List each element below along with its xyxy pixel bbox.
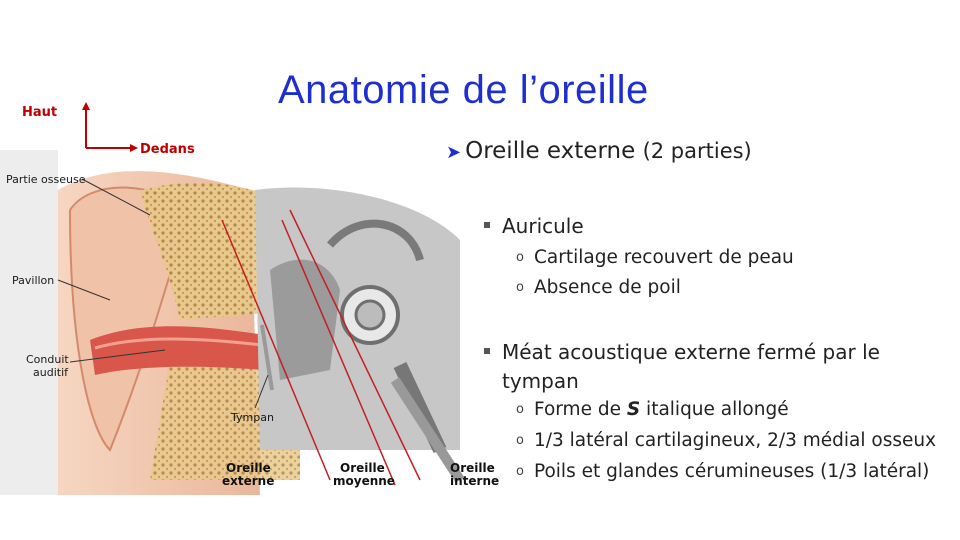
- list-item: [516, 430, 936, 451]
- heading-suffix: (2 parties): [642, 139, 752, 163]
- section-auricule-title: [484, 214, 584, 238]
- arrow-bullet-icon: ➤: [446, 142, 462, 163]
- list-item: [516, 247, 794, 268]
- section2-item1-suffix: italique allongé: [640, 399, 789, 420]
- circle-bullet-icon: o: [516, 433, 524, 448]
- label-externe-1: Oreille: [226, 461, 271, 475]
- section2-title-line1: Méat acoustique externe fermé par le: [502, 340, 880, 364]
- axis-in-label: Dedans: [140, 142, 195, 157]
- label-moyenne-2: moyenne: [333, 474, 395, 488]
- label-externe-2: externe: [222, 474, 275, 488]
- label-interne-2: interne: [450, 474, 500, 488]
- circle-bullet-icon: o: [516, 464, 524, 479]
- section1-item-1: Cartilage recouvert de peau: [533, 247, 794, 268]
- list-item: [516, 461, 929, 482]
- section2-title-line2: tympan: [502, 369, 579, 393]
- label-conduit-2: auditif: [33, 366, 68, 379]
- label-tympan: Tympan: [231, 411, 274, 424]
- label-interne-1: Oreille: [450, 461, 495, 475]
- list-item: [516, 399, 789, 420]
- section2-item1-prefix: Forme de: [533, 399, 627, 420]
- section1-item-2: Absence de poil: [533, 277, 681, 298]
- section-meat-title: [484, 340, 880, 364]
- label-moyenne-1: Oreille: [340, 461, 385, 475]
- label-conduit-1: Conduit: [26, 353, 69, 366]
- square-bullet-icon: [484, 348, 490, 354]
- circle-bullet-icon: o: [516, 280, 524, 295]
- ear-illustration: [0, 150, 500, 495]
- label-partie-osseuse: Partie osseuse: [6, 173, 86, 186]
- section2-item2: 1/3 latéral cartilagineux, 2/3 médial osseux: [533, 430, 937, 451]
- circle-bullet-icon: o: [516, 402, 524, 417]
- heading-main: Oreille externe: [465, 138, 636, 164]
- slide-title: Anatomie de l’oreille: [278, 68, 649, 112]
- label-pavillon: Pavillon: [12, 274, 55, 287]
- section2-item3: Poils et glandes cérumineuses (1/3 latéral): [533, 461, 930, 482]
- arrow-up-icon: [82, 102, 90, 110]
- square-bullet-icon: [484, 222, 490, 228]
- section2-item1-emph: S: [626, 399, 641, 420]
- section1-title: Auricule: [502, 214, 584, 238]
- circle-bullet-icon: o: [516, 250, 524, 265]
- list-item: [516, 277, 681, 298]
- heading-oreille-externe: [446, 138, 752, 164]
- axis-up-label: Haut: [22, 105, 58, 120]
